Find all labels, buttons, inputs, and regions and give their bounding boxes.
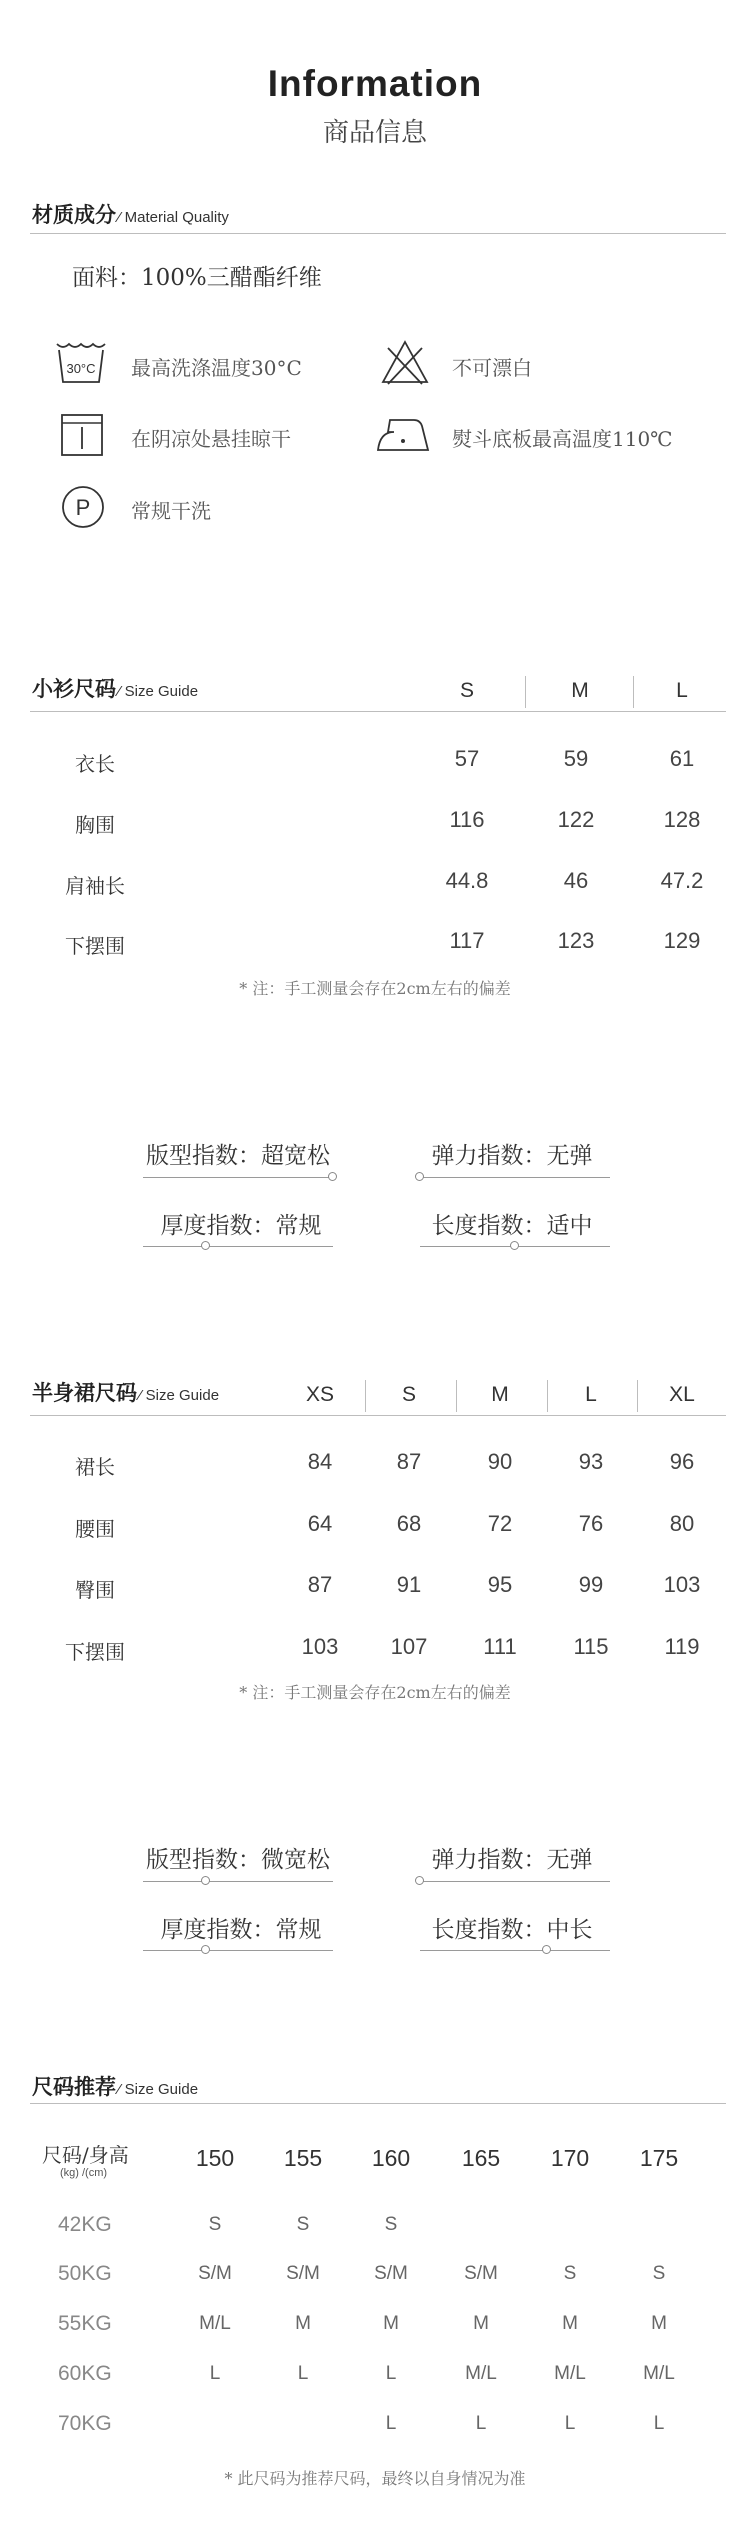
skirt-title: 半身裙尺码 xyxy=(32,1380,137,1405)
table-cell: 72 xyxy=(487,1511,513,1536)
shirt-size-header: S xyxy=(459,679,474,702)
column-separator xyxy=(637,1380,638,1412)
height-header: 160 xyxy=(371,2145,411,2171)
fit-index-text: 版型指数：超宽松 xyxy=(146,1143,330,1169)
table-cell: 64 xyxy=(307,1511,333,1536)
table-cell: 57 xyxy=(454,746,480,771)
fit-index-track xyxy=(143,1177,333,1178)
table-cell: 91 xyxy=(396,1572,422,1597)
fit-index-text: 长度指数：适中 xyxy=(431,1213,593,1239)
column-separator xyxy=(633,676,634,708)
recommend-cell: L xyxy=(564,2413,576,2434)
recommend-cell: S xyxy=(296,2214,310,2235)
table-cell: 128 xyxy=(663,807,701,832)
material-subtitle: ⁄ Material Quality xyxy=(118,209,229,226)
recommend-cell: L xyxy=(653,2413,665,2434)
fit-index-text: 长度指数：中长 xyxy=(431,1917,593,1943)
care-text-bleach: 不可漂白 xyxy=(452,356,532,380)
fit-index-marker xyxy=(201,1241,210,1250)
table-cell: 115 xyxy=(573,1634,609,1659)
table-cell: 59 xyxy=(563,746,589,771)
height-header: 170 xyxy=(550,2145,590,2171)
recommend-cell: L xyxy=(475,2413,487,2434)
shirt-divider xyxy=(30,711,726,712)
recommend-section-title xyxy=(32,2071,198,2101)
fit-index-text: 厚度指数：常规 xyxy=(160,1917,322,1943)
table-cell: 93 xyxy=(578,1449,604,1474)
recommend-subtitle: ⁄ Size Guide xyxy=(118,2081,199,2098)
recommend-cell: M/L xyxy=(199,2313,231,2334)
recommend-divider xyxy=(30,2103,726,2104)
fabric-composition: 面料：100%三醋酯纤维 xyxy=(72,265,322,291)
dry-clean-icon xyxy=(60,484,106,530)
fit-index-track xyxy=(143,1950,333,1951)
no-bleach-icon xyxy=(380,338,430,386)
shirt-subtitle: ⁄ Size Guide xyxy=(118,683,199,700)
table-cell: 84 xyxy=(307,1449,333,1474)
fit-index-marker xyxy=(542,1945,551,1954)
weight-label: 60KG xyxy=(58,2362,112,2385)
fit-index-text: 版型指数：微宽松 xyxy=(146,1847,330,1873)
table-cell: 87 xyxy=(307,1572,333,1597)
fit-index-marker xyxy=(415,1172,424,1181)
skirt-divider xyxy=(30,1415,726,1416)
recommend-note: * 此尺码为推荐尺码，最终以自身情况为准 xyxy=(224,2469,526,2488)
recommend-cell: M/L xyxy=(465,2363,497,2384)
recommend-cell: S/M xyxy=(198,2263,232,2284)
table-row-label: 下摆围 xyxy=(65,934,125,958)
table-cell: 123 xyxy=(557,928,595,953)
dry-clean-letter: P xyxy=(75,495,91,520)
material-section-title xyxy=(32,199,229,229)
height-header: 165 xyxy=(461,2145,501,2171)
table-cell: 111 xyxy=(483,1634,517,1659)
wash-temp-label: 30°C xyxy=(66,361,96,376)
fit-index-track xyxy=(420,1881,610,1882)
recommend-cell: S xyxy=(208,2214,222,2235)
recommend-cell: S xyxy=(652,2263,666,2284)
column-separator xyxy=(525,676,526,708)
height-header: 155 xyxy=(283,2145,323,2171)
recommend-cell: M xyxy=(651,2313,667,2334)
recommend-cell: L xyxy=(385,2413,397,2434)
recommend-cell: L xyxy=(209,2363,221,2384)
fit-index-text: 厚度指数：常规 xyxy=(160,1213,322,1239)
column-separator xyxy=(365,1380,366,1412)
table-row-label: 下摆围 xyxy=(65,1640,125,1664)
recommend-cell: M/L xyxy=(643,2363,675,2384)
shade-dry-icon xyxy=(60,413,104,457)
table-cell: 129 xyxy=(663,928,701,953)
table-cell: 44.8 xyxy=(445,868,489,893)
table-cell: 103 xyxy=(301,1634,339,1659)
column-separator xyxy=(547,1380,548,1412)
table-row-label: 臀围 xyxy=(75,1578,115,1602)
fit-index-marker xyxy=(201,1945,210,1954)
fit-index-marker xyxy=(201,1876,210,1885)
care-text-dry-clean: 常规干洗 xyxy=(131,499,211,523)
table-cell: 116 xyxy=(449,807,485,832)
skirt-size-header: M xyxy=(491,1383,509,1406)
shirt-title: 小衫尺码 xyxy=(32,676,116,701)
fit-index-marker xyxy=(415,1876,424,1885)
table-row-label: 胸围 xyxy=(75,813,115,837)
recommend-corner-units: (kg) /(cm) xyxy=(60,2167,108,2179)
recommend-cell: M/L xyxy=(554,2363,586,2384)
weight-label: 50KG xyxy=(58,2262,112,2285)
skirt-size-header: L xyxy=(585,1383,597,1406)
skirt-size-header: XS xyxy=(305,1383,334,1406)
height-header: 150 xyxy=(195,2145,235,2171)
table-cell: 103 xyxy=(663,1572,701,1597)
skirt-measure-note: * 注：手工测量会存在2cm左右的偏差 xyxy=(239,1683,511,1702)
weight-label: 42KG xyxy=(58,2213,112,2236)
table-row-label: 肩袖长 xyxy=(65,874,125,898)
weight-label: 55KG xyxy=(58,2312,112,2335)
table-cell: 96 xyxy=(669,1449,695,1474)
care-text-dry: 在阴凉处悬挂晾干 xyxy=(131,427,291,451)
fit-index-text: 弹力指数：无弹 xyxy=(431,1847,593,1873)
shirt-section-title xyxy=(32,673,198,703)
table-cell: 46 xyxy=(563,868,589,893)
care-text-wash: 最高洗涤温度30°C xyxy=(131,356,302,380)
shirt-measure-note: * 注：手工测量会存在2cm左右的偏差 xyxy=(239,979,511,998)
wash-30-icon xyxy=(55,340,107,386)
shirt-size-header: M xyxy=(571,679,589,702)
fit-index-track xyxy=(143,1881,333,1882)
fit-index-marker xyxy=(510,1241,519,1250)
recommend-cell: S xyxy=(384,2214,398,2235)
table-cell: 76 xyxy=(578,1511,604,1536)
recommend-cell: S/M xyxy=(286,2263,320,2284)
material-title: 材质成分 xyxy=(32,202,116,227)
table-cell: 87 xyxy=(396,1449,422,1474)
table-cell: 80 xyxy=(669,1511,695,1536)
shirt-size-header: L xyxy=(676,679,688,702)
iron-110-icon xyxy=(376,414,430,456)
table-cell: 47.2 xyxy=(660,868,704,893)
fit-index-text: 弹力指数：无弹 xyxy=(431,1143,593,1169)
table-cell: 68 xyxy=(396,1511,422,1536)
recommend-title: 尺码推荐 xyxy=(32,2074,116,2099)
recommend-cell: L xyxy=(385,2363,397,2384)
material-divider xyxy=(30,233,726,234)
recommend-cell: M xyxy=(473,2313,489,2334)
table-cell: 117 xyxy=(449,928,485,953)
fit-index-marker xyxy=(328,1172,337,1181)
table-cell: 90 xyxy=(487,1449,513,1474)
column-separator xyxy=(456,1380,457,1412)
table-row-label: 腰围 xyxy=(75,1517,115,1541)
fit-index-track xyxy=(420,1177,610,1178)
recommend-cell: S/M xyxy=(374,2263,408,2284)
recommend-cell: L xyxy=(297,2363,309,2384)
table-row-label: 衣长 xyxy=(75,752,115,776)
table-cell: 95 xyxy=(487,1572,513,1597)
page-subtitle: 商品信息 xyxy=(322,118,427,148)
weight-label: 70KG xyxy=(58,2412,112,2435)
recommend-cell: M xyxy=(562,2313,578,2334)
table-cell: 99 xyxy=(578,1572,604,1597)
recommend-corner-label: 尺码/身高 xyxy=(42,2143,129,2167)
care-text-iron: 熨斗底板最高温度110℃ xyxy=(452,427,673,451)
table-cell: 107 xyxy=(390,1634,428,1659)
table-cell: 122 xyxy=(557,807,595,832)
height-header: 175 xyxy=(639,2145,679,2171)
page-title: Information xyxy=(267,63,483,104)
fit-index-track xyxy=(143,1246,333,1247)
recommend-cell: M xyxy=(295,2313,311,2334)
recommend-cell: M xyxy=(383,2313,399,2334)
table-cell: 61 xyxy=(669,746,695,771)
table-cell: 119 xyxy=(664,1634,700,1659)
recommend-cell: S/M xyxy=(464,2263,498,2284)
skirt-section-title xyxy=(32,1377,219,1407)
recommend-cell: S xyxy=(563,2263,577,2284)
fit-index-track xyxy=(420,1950,610,1951)
skirt-subtitle: ⁄ Size Guide xyxy=(139,1387,220,1404)
table-row-label: 裙长 xyxy=(75,1455,115,1479)
skirt-size-header: S xyxy=(401,1383,416,1406)
skirt-size-header: XL xyxy=(669,1383,695,1406)
